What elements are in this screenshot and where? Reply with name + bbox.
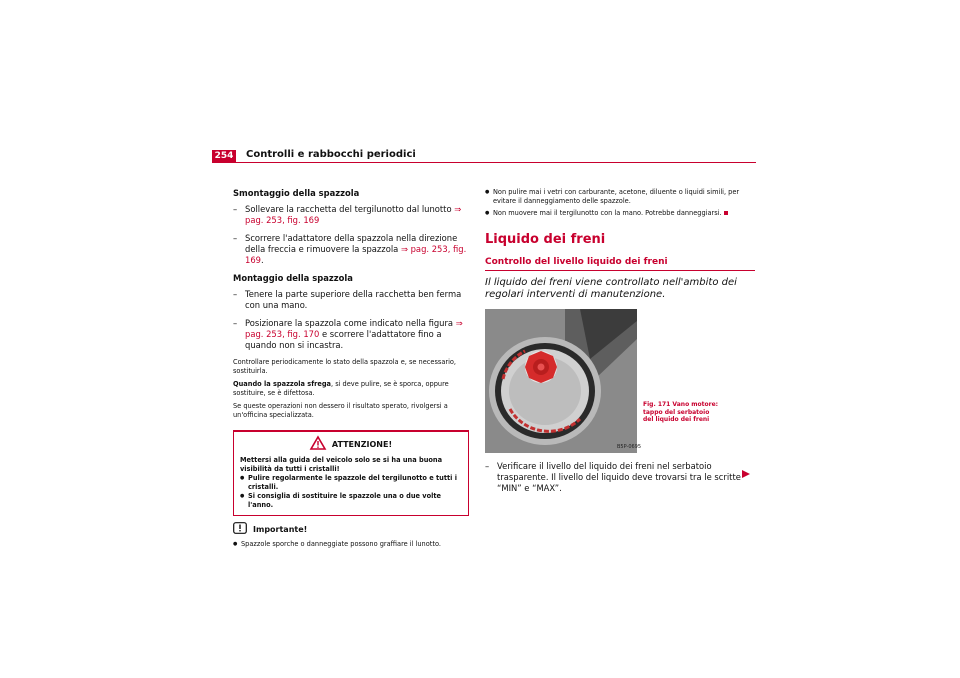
step-4 bbox=[233, 318, 469, 351]
bullet-1: ● Non pulire mai i vetri con carburante, acetone, diluente o liquidi simili, per evitare il danneggiamento delle spazzole. bbox=[485, 188, 755, 206]
running-header: Controlli e rabbocchi periodici bbox=[246, 149, 416, 160]
warning-triangle-icon bbox=[310, 436, 326, 452]
warning-bullet-1: ● Pulire regolarmente le spazzole del tergilunotto e tutti i cristalli. bbox=[240, 474, 462, 492]
figure bbox=[485, 309, 755, 457]
page-number: 254 bbox=[212, 150, 236, 162]
step-4-end: e scorrere l'adattatore fino a quando non si incastra. bbox=[245, 329, 442, 350]
exclamation-icon bbox=[233, 522, 247, 537]
step-4-text: Posizionare la spazzola come indicato nella figura bbox=[245, 318, 456, 328]
brake-step-text: Verificare il livello del liquido dei freni nel serbatoio trasparente. Il livello del liquido deve trovarsi tra le scritte “MIN” e “MAX”. bbox=[497, 461, 741, 493]
step-1-text: Sollevare la racchetta del tergilunotto dal lunotto bbox=[245, 204, 455, 214]
step-2-end: . bbox=[261, 255, 264, 265]
important-bullet-1: ● Spazzole sporche o danneggiate possono graffiare il lunotto. bbox=[233, 540, 469, 549]
warning-box bbox=[233, 430, 469, 516]
note-2-bold: Quando la spazzola sfrega bbox=[233, 380, 331, 388]
brake-step bbox=[485, 461, 755, 494]
photo-code: B5P-0695 bbox=[617, 444, 642, 450]
step-4-link[interactable]: ⇒ pag. 253, fig. 170 bbox=[245, 318, 463, 339]
header-divider bbox=[212, 162, 756, 163]
section-title: Liquido dei freni bbox=[485, 232, 606, 247]
note-3: Se queste operazioni non dessero il risultato sperato, rivolgersi a un'officina specializzata. bbox=[233, 402, 448, 419]
notes bbox=[233, 358, 469, 420]
note-1: Controllare periodicamente lo stato della spazzola e, se necessario, sostituirla. bbox=[233, 358, 457, 375]
bullet-2 bbox=[485, 209, 755, 218]
figure-caption: Fig. 171 Vano motore: tappo del serbatoio del liquido dei freni bbox=[643, 401, 719, 423]
step-2-link[interactable]: ⇒ pag. 253, fig. 169 bbox=[245, 244, 467, 265]
important-title: Importante! bbox=[253, 525, 308, 534]
step-2-text: Scorrere l'adattatore della spazzola nella direzione della freccia e rimuovere la spazzola bbox=[245, 233, 458, 254]
warning-header bbox=[240, 436, 462, 452]
bullet-2-text: Non muovere mai il tergilunotto con la mano. Potrebbe danneggiarsi. bbox=[493, 209, 722, 217]
step-1-link[interactable]: ⇒ pag. 253, fig. 169 bbox=[245, 204, 462, 225]
intro-text: Il liquido dei freni viene controllato nell'ambito dei regolari interventi di manutenzione. bbox=[485, 277, 737, 300]
step-3-text: Tenere la parte superiore della racchetta ben ferma con una mano. bbox=[245, 289, 462, 310]
arrow-right-icon bbox=[741, 464, 751, 483]
left-column bbox=[233, 188, 469, 549]
warning-text: Mettersi alla guida del veicolo solo se si ha una buona visibilità da tutti i cristalli! bbox=[240, 456, 443, 473]
section-title-removal: Smontaggio della spazzola bbox=[233, 188, 360, 198]
brake-fluid-cap-photo bbox=[485, 309, 642, 453]
section-title-mounting: Montaggio della spazzola bbox=[233, 273, 353, 283]
right-column bbox=[485, 188, 755, 501]
note-2 bbox=[233, 380, 469, 398]
step-2 bbox=[233, 233, 469, 266]
important-header bbox=[233, 522, 469, 537]
warning-bullet-2: ● Si consiglia di sostituire le spazzole una o due volte l'anno. bbox=[240, 492, 462, 510]
note-2-rest: , si deve pulire, se è sporca, oppure sostituire, se è difettosa. bbox=[233, 380, 449, 397]
subsection-title: Controllo del livello liquido dei freni bbox=[485, 257, 755, 271]
step-3 bbox=[233, 289, 469, 311]
warning-title: ATTENZIONE! bbox=[331, 439, 393, 449]
step-1 bbox=[233, 204, 469, 226]
end-marker-icon bbox=[724, 211, 728, 215]
